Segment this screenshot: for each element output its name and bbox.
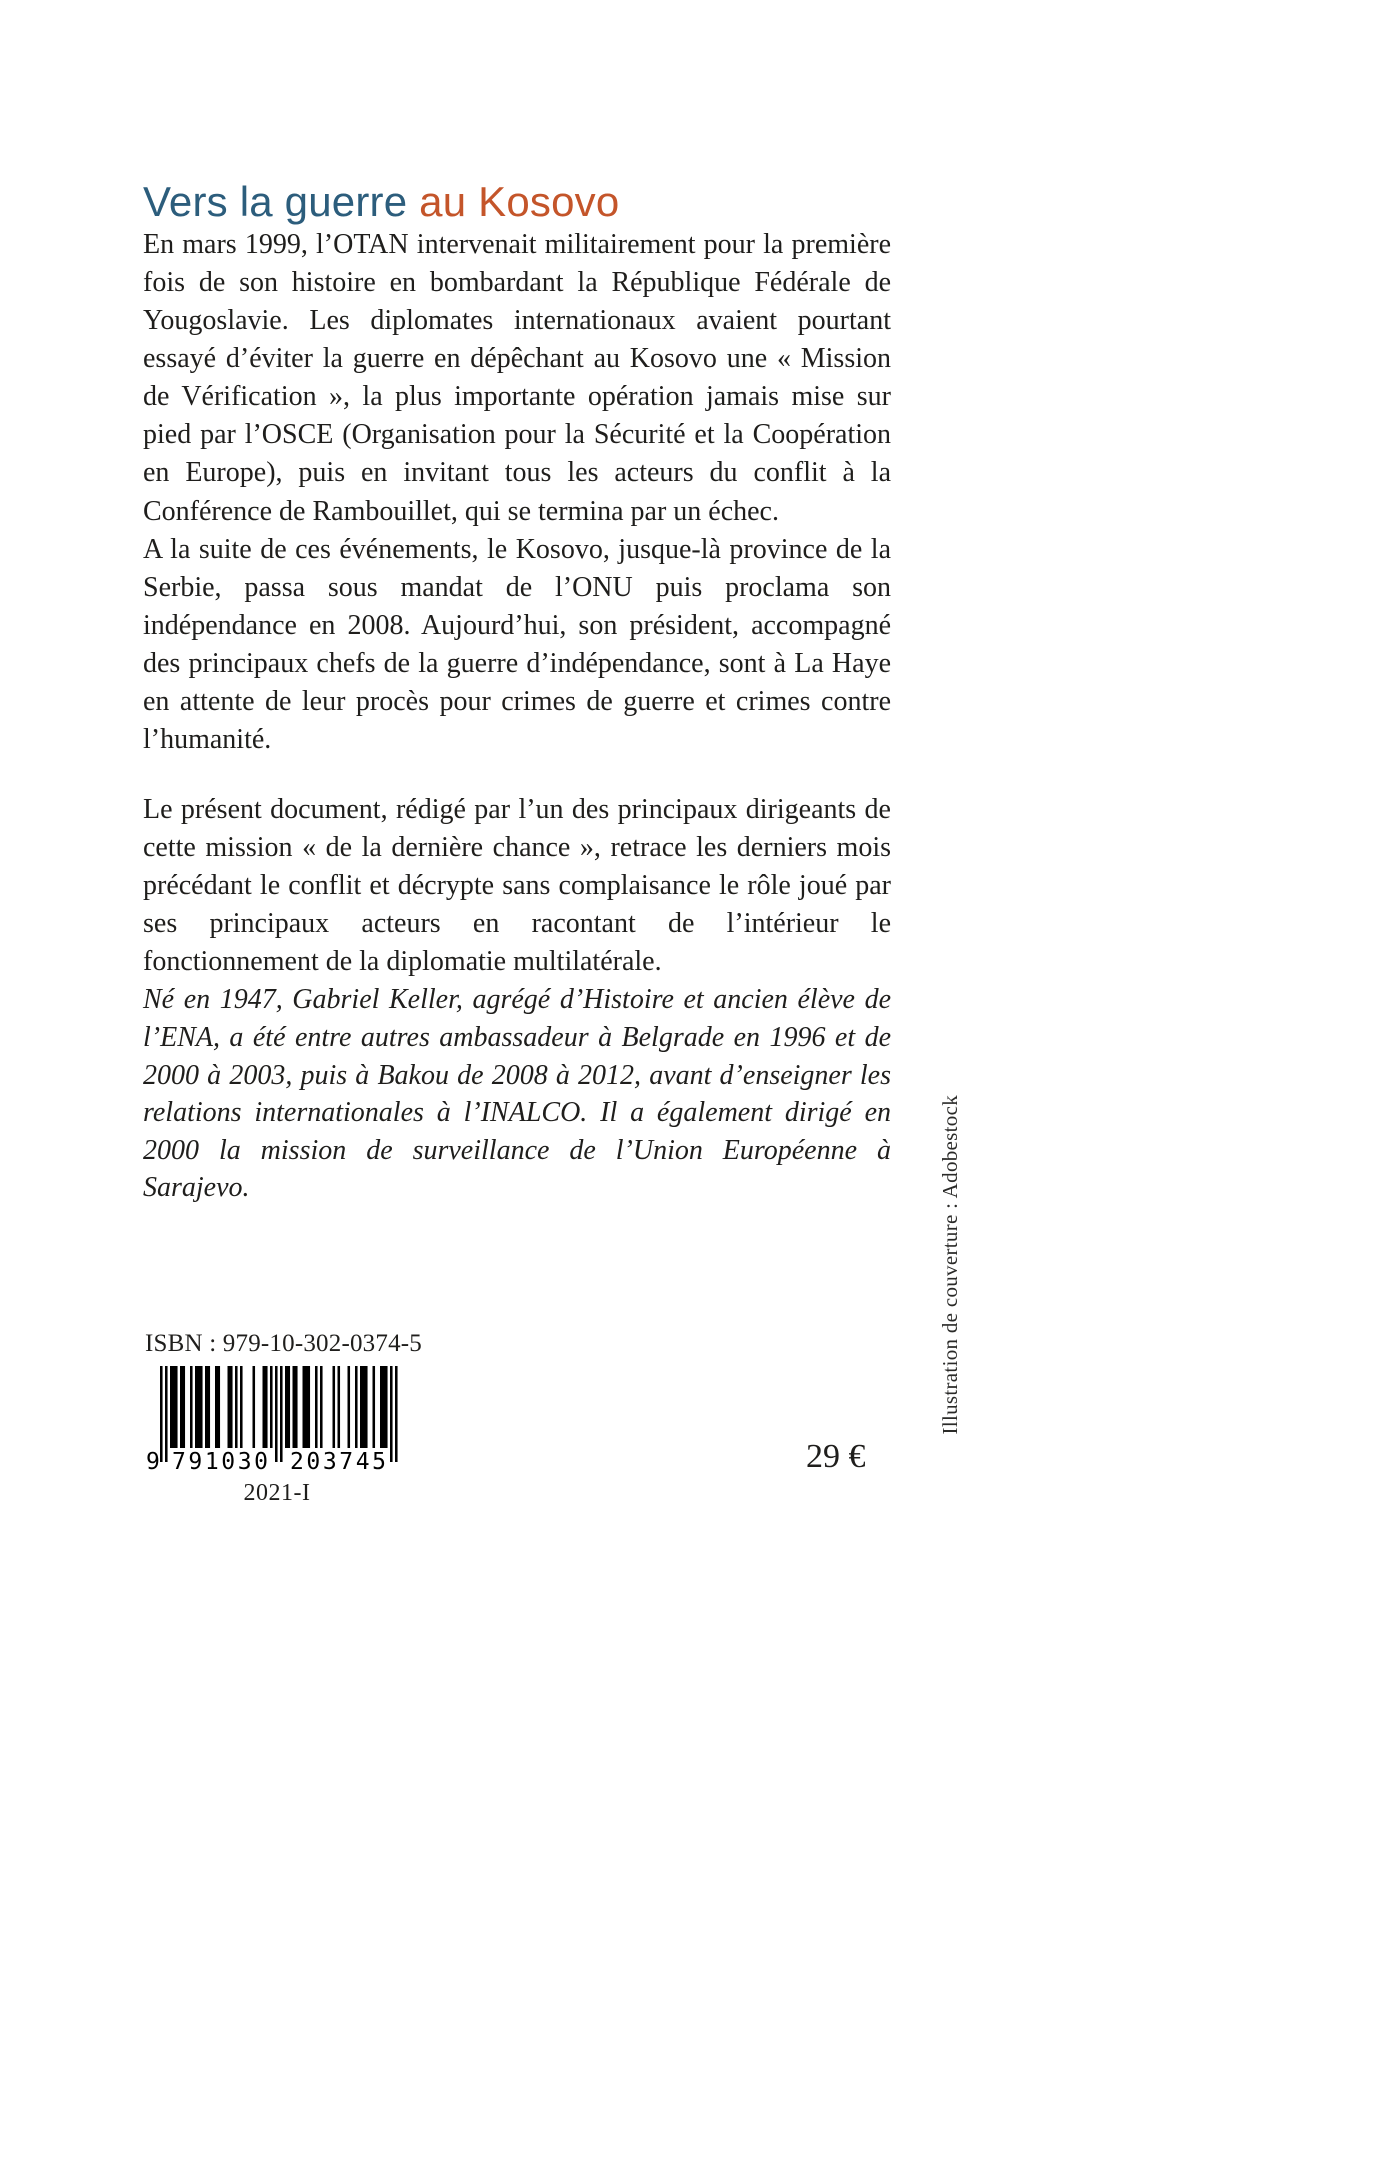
back-cover-text <box>143 226 891 1207</box>
barcode-bars <box>160 1366 398 1462</box>
paragraph: Le présent document, rédigé par l’un des principaux dirigeants de cette mission « de la dernière chance », retrace les derniers mois précédant le conflit et décrypte sans complaisance le rôle joué par ses principaux acteurs en racontant de l’intérieur le fonctionnement de la diplomatie multilatérale. <box>143 794 891 978</box>
title-main: Vers la guerre <box>143 178 408 226</box>
author-bio: Né en 1947, Gabriel Keller, agrégé d’Histoire et ancien élève de l’ENA, a été entre autres ambassadeur à Belgrade en 1996 et de 2000 à 2003, puis à Bakou de 2008 à 2012, avant d’enseigner les relations internationales à l’INALCO. Il a également dirigé en 2000 la mission de surveillance de l’Union Européenne à Sarajevo. <box>143 984 891 1204</box>
barcode-container <box>146 1366 408 1479</box>
title-accent: au Kosovo <box>419 178 620 226</box>
barcode-digits-right: 203745 <box>290 1449 386 1474</box>
barcode-digit-first: 9 <box>146 1449 160 1474</box>
price-label: 29 € <box>806 1438 866 1475</box>
barcode <box>146 1366 408 1474</box>
isbn-label: ISBN : 979-10-302-0374-5 <box>145 1330 423 1357</box>
paragraph: En mars 1999, l’OTAN intervenait militairement pour la première fois de son histoire en bombardant la République Fédérale de Yougoslavie. Les diplomates internationaux avaient pourtant essayé d’éviter la guerre en dépêchant au Kosovo une « Mission de Vérification », la plus importante opération jamais mise sur pied par l’OSCE (Organisation pour la Sécurité et la Coopération en Europe), puis en invitant tous les acteurs du conflit à la Conférence de Rambouillet, qui se termina par un échec. <box>143 229 891 527</box>
cover-illustration-credit: Illustration de couverture : Adobestock <box>938 1095 962 1435</box>
edition-code: 2021-I <box>243 1480 311 1506</box>
barcode-digits-left: 791030 <box>172 1449 268 1474</box>
page-title <box>143 178 619 226</box>
paragraph: A la suite de ces événements, le Kosovo, jusque-là province de la Serbie, passa sous mandat de l’ONU puis proclama son indépendance en 2008. Aujourd’hui, son président, accompagné des principaux chefs de la guerre d’indépendance, sont à La Haye en attente de leur procès pour crimes de guerre et crimes contre l’humanité. <box>143 533 891 756</box>
